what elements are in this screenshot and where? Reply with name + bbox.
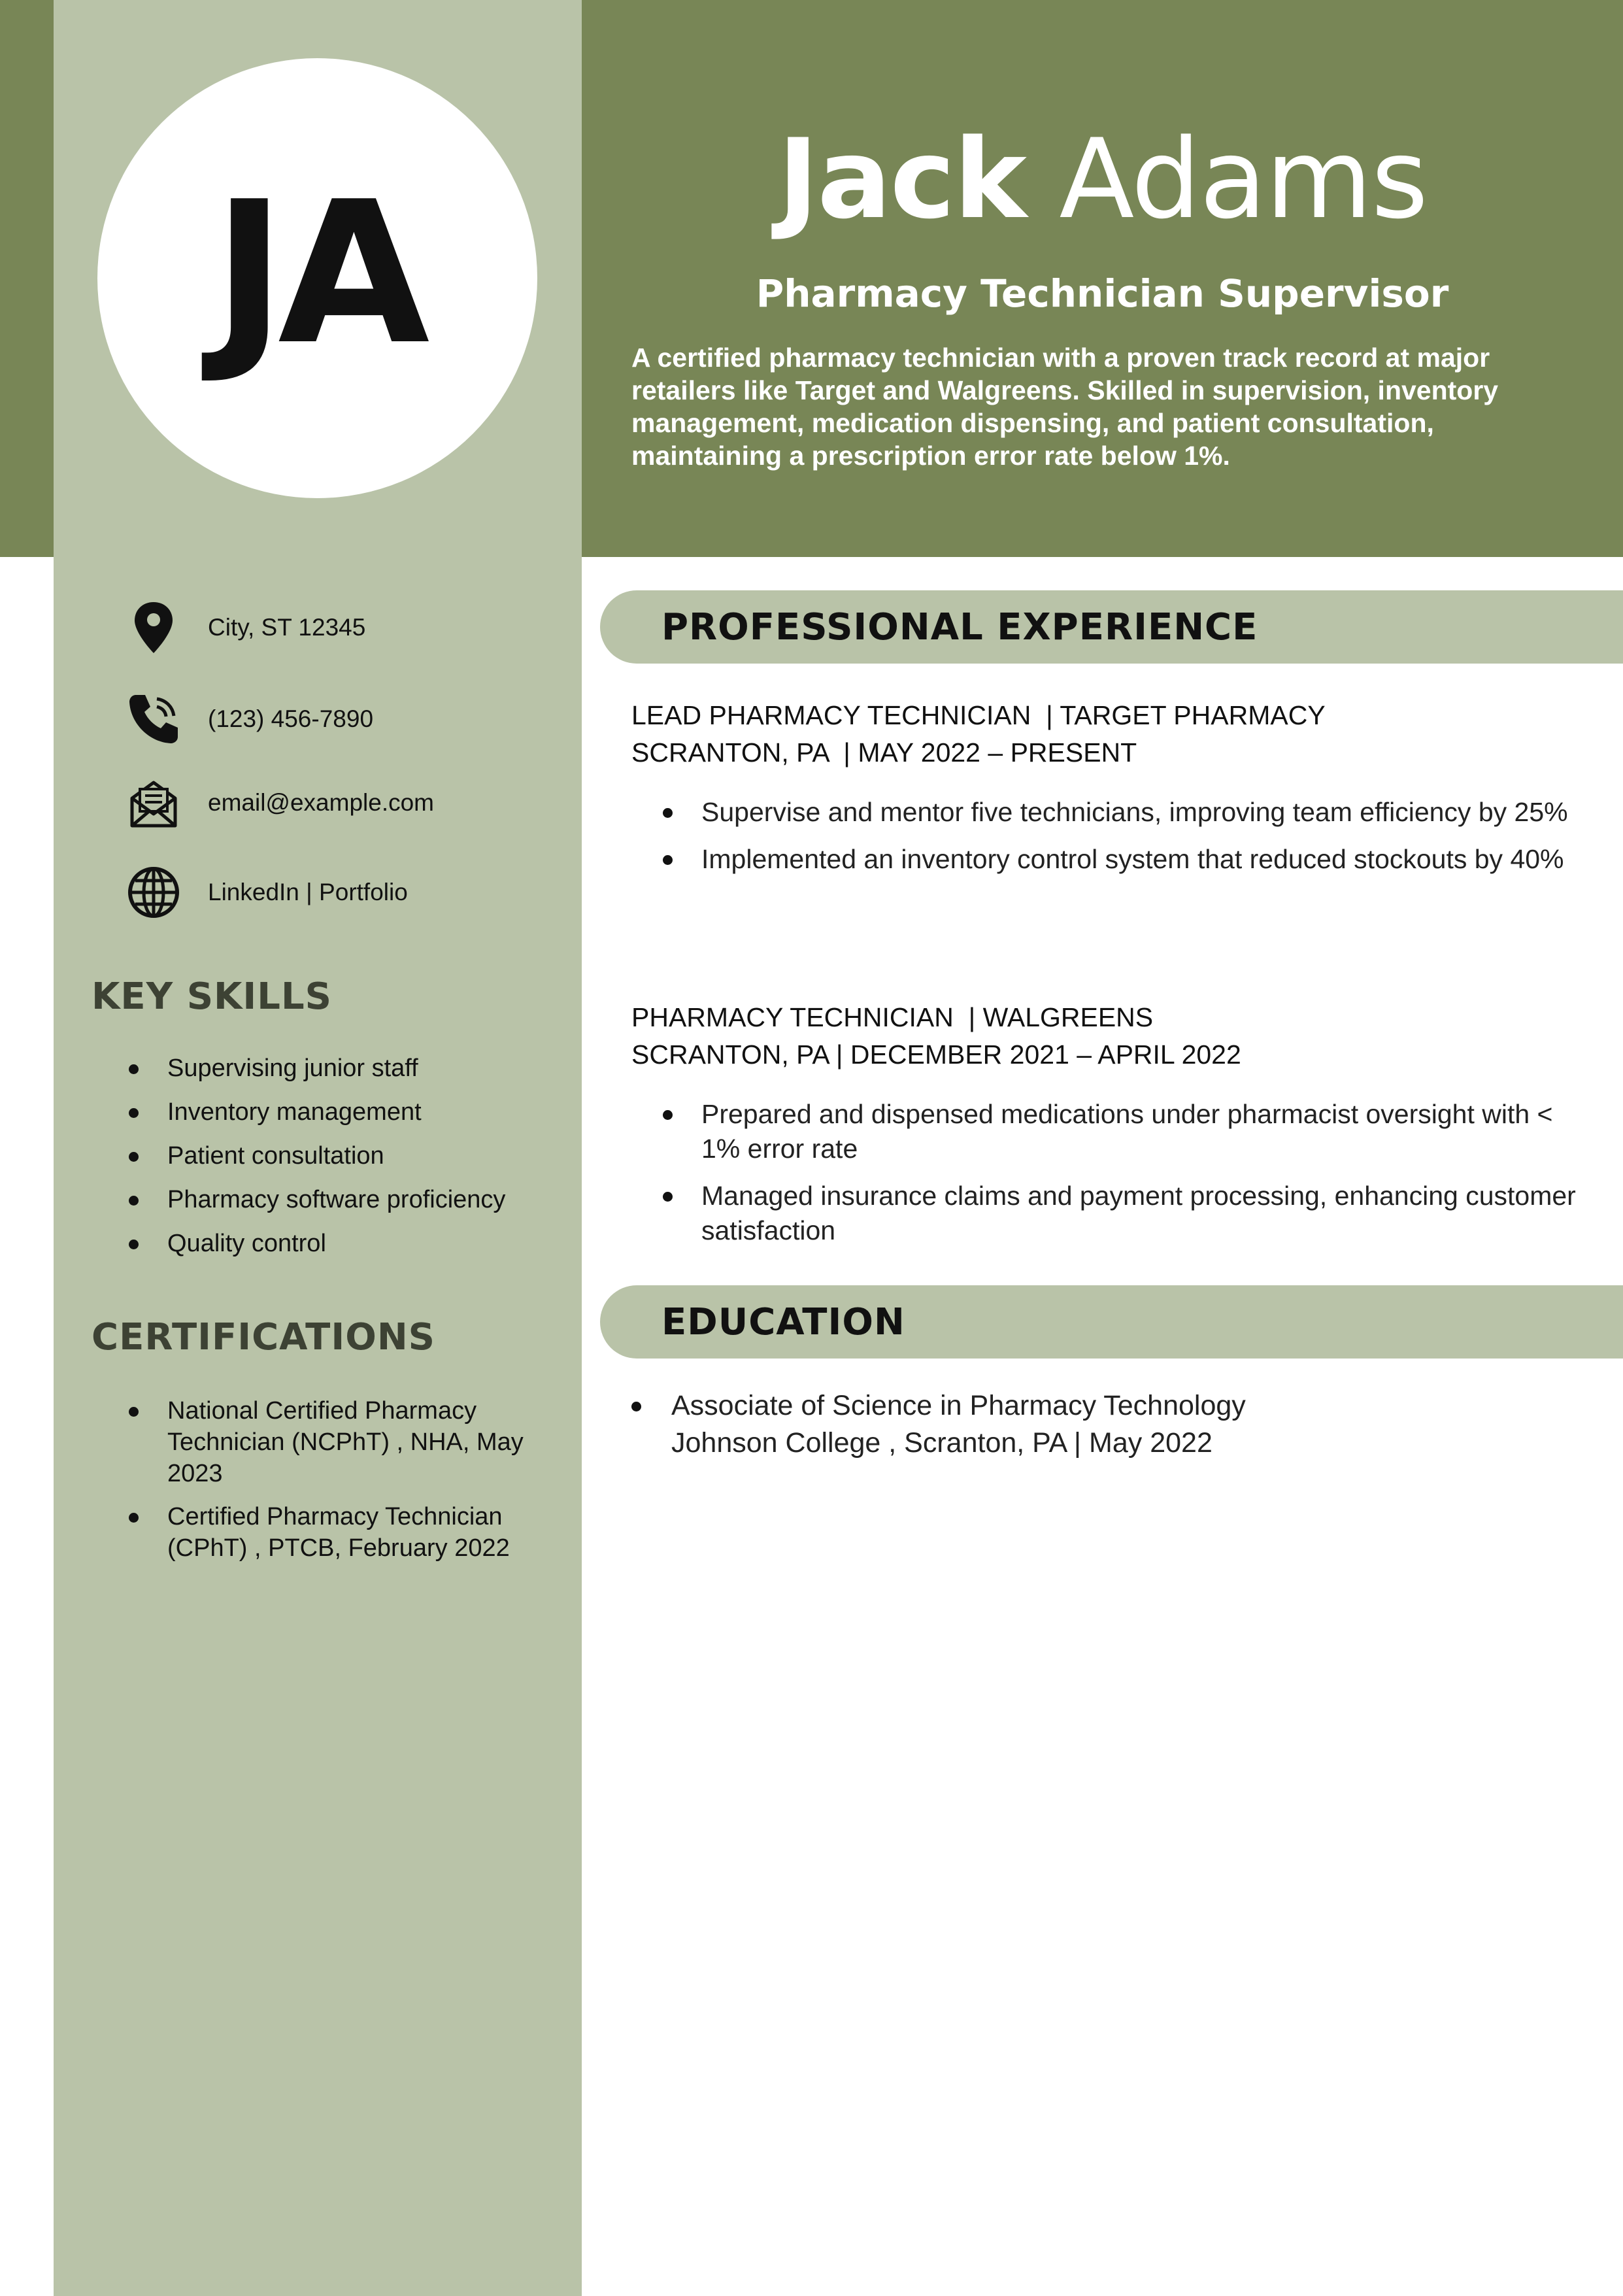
job-bullets bbox=[631, 795, 1599, 877]
contact-web bbox=[124, 863, 408, 922]
location-pin-icon bbox=[124, 598, 183, 657]
skill-item: Inventory management bbox=[92, 1096, 562, 1128]
contact-location bbox=[124, 598, 365, 657]
education-heading: EDUCATION bbox=[661, 1300, 905, 1343]
phone-icon bbox=[124, 690, 183, 749]
education-section-bar bbox=[600, 1285, 1623, 1359]
job-role-line: PHARMACY TECHNICIAN | WALGREENS bbox=[631, 1002, 1154, 1032]
summary: A certified pharmacy technician with a proven track record at major retailers like Target and Walgreens. Skilled in supervision, inventory management, medication dispensing, and patient consultation, maintaining a prescription error rate below 1%. bbox=[631, 343, 1499, 471]
skills-list bbox=[92, 1053, 562, 1272]
first-name: Jack bbox=[777, 115, 1026, 243]
job-title: Pharmacy Technician Supervisor bbox=[756, 271, 1449, 316]
skill-item: Quality control bbox=[92, 1228, 562, 1259]
job-bullets bbox=[631, 1097, 1599, 1248]
job-bullet: Supervise and mentor five technicians, improving team efficiency by 25% bbox=[631, 795, 1599, 830]
job-entry bbox=[631, 697, 1599, 889]
last-name: Adams bbox=[1059, 115, 1428, 243]
experience-heading: PROFESSIONAL EXPERIENCE bbox=[661, 605, 1258, 649]
skill-item: Supervising junior staff bbox=[92, 1053, 562, 1084]
job-bullet: Prepared and dispensed medications under pharmacist oversight with < 1% error rate bbox=[631, 1097, 1599, 1166]
certification-item: Certified Pharmacy Technician (CPhT) , PTCB, February 2022 bbox=[92, 1501, 562, 1564]
globe-icon bbox=[124, 863, 183, 922]
certifications-heading: CERTIFICATIONS bbox=[92, 1316, 436, 1359]
job-location-line: SCRANTON, PA | DECEMBER 2021 – APRIL 2022 bbox=[631, 1039, 1241, 1070]
monogram-circle bbox=[97, 58, 537, 498]
email-text: email@example.com bbox=[208, 789, 435, 816]
education-entry bbox=[631, 1387, 1599, 1462]
skill-item: Pharmacy software proficiency bbox=[92, 1184, 562, 1215]
certification-item: National Certified Pharmacy Technician (NCPhT) , NHA, May 2023 bbox=[92, 1395, 562, 1489]
skills-heading: KEY SKILLS bbox=[92, 975, 332, 1018]
experience-section-bar bbox=[600, 590, 1623, 664]
monogram: JA bbox=[212, 159, 422, 388]
job-bullet: Implemented an inventory control system that reduced stockouts by 40% bbox=[631, 842, 1599, 877]
job-location-line: SCRANTON, PA | MAY 2022 – PRESENT bbox=[631, 737, 1137, 768]
certifications-list bbox=[92, 1395, 562, 1576]
education-degree: Associate of Science in Pharmacy Technology bbox=[671, 1390, 1246, 1421]
contact-email bbox=[124, 773, 434, 832]
candidate-name bbox=[582, 115, 1623, 243]
envelope-icon bbox=[124, 773, 183, 832]
left-accent-strip bbox=[0, 0, 54, 557]
phone-text: (123) 456-7890 bbox=[208, 705, 374, 732]
job-role-line: LEAD PHARMACY TECHNICIAN | TARGET PHARMACY bbox=[631, 700, 1326, 730]
skill-item: Patient consultation bbox=[92, 1140, 562, 1172]
education-bullet bbox=[631, 1402, 641, 1411]
contact-phone bbox=[124, 690, 373, 749]
web-text: LinkedIn | Portfolio bbox=[208, 879, 408, 905]
job-bullet: Managed insurance claims and payment processing, enhancing customer satisfaction bbox=[631, 1179, 1599, 1248]
education-school: Johnson College , Scranton, PA | May 2022 bbox=[671, 1427, 1213, 1459]
location-text: City, ST 12345 bbox=[208, 614, 366, 641]
job-entry bbox=[631, 999, 1599, 1260]
